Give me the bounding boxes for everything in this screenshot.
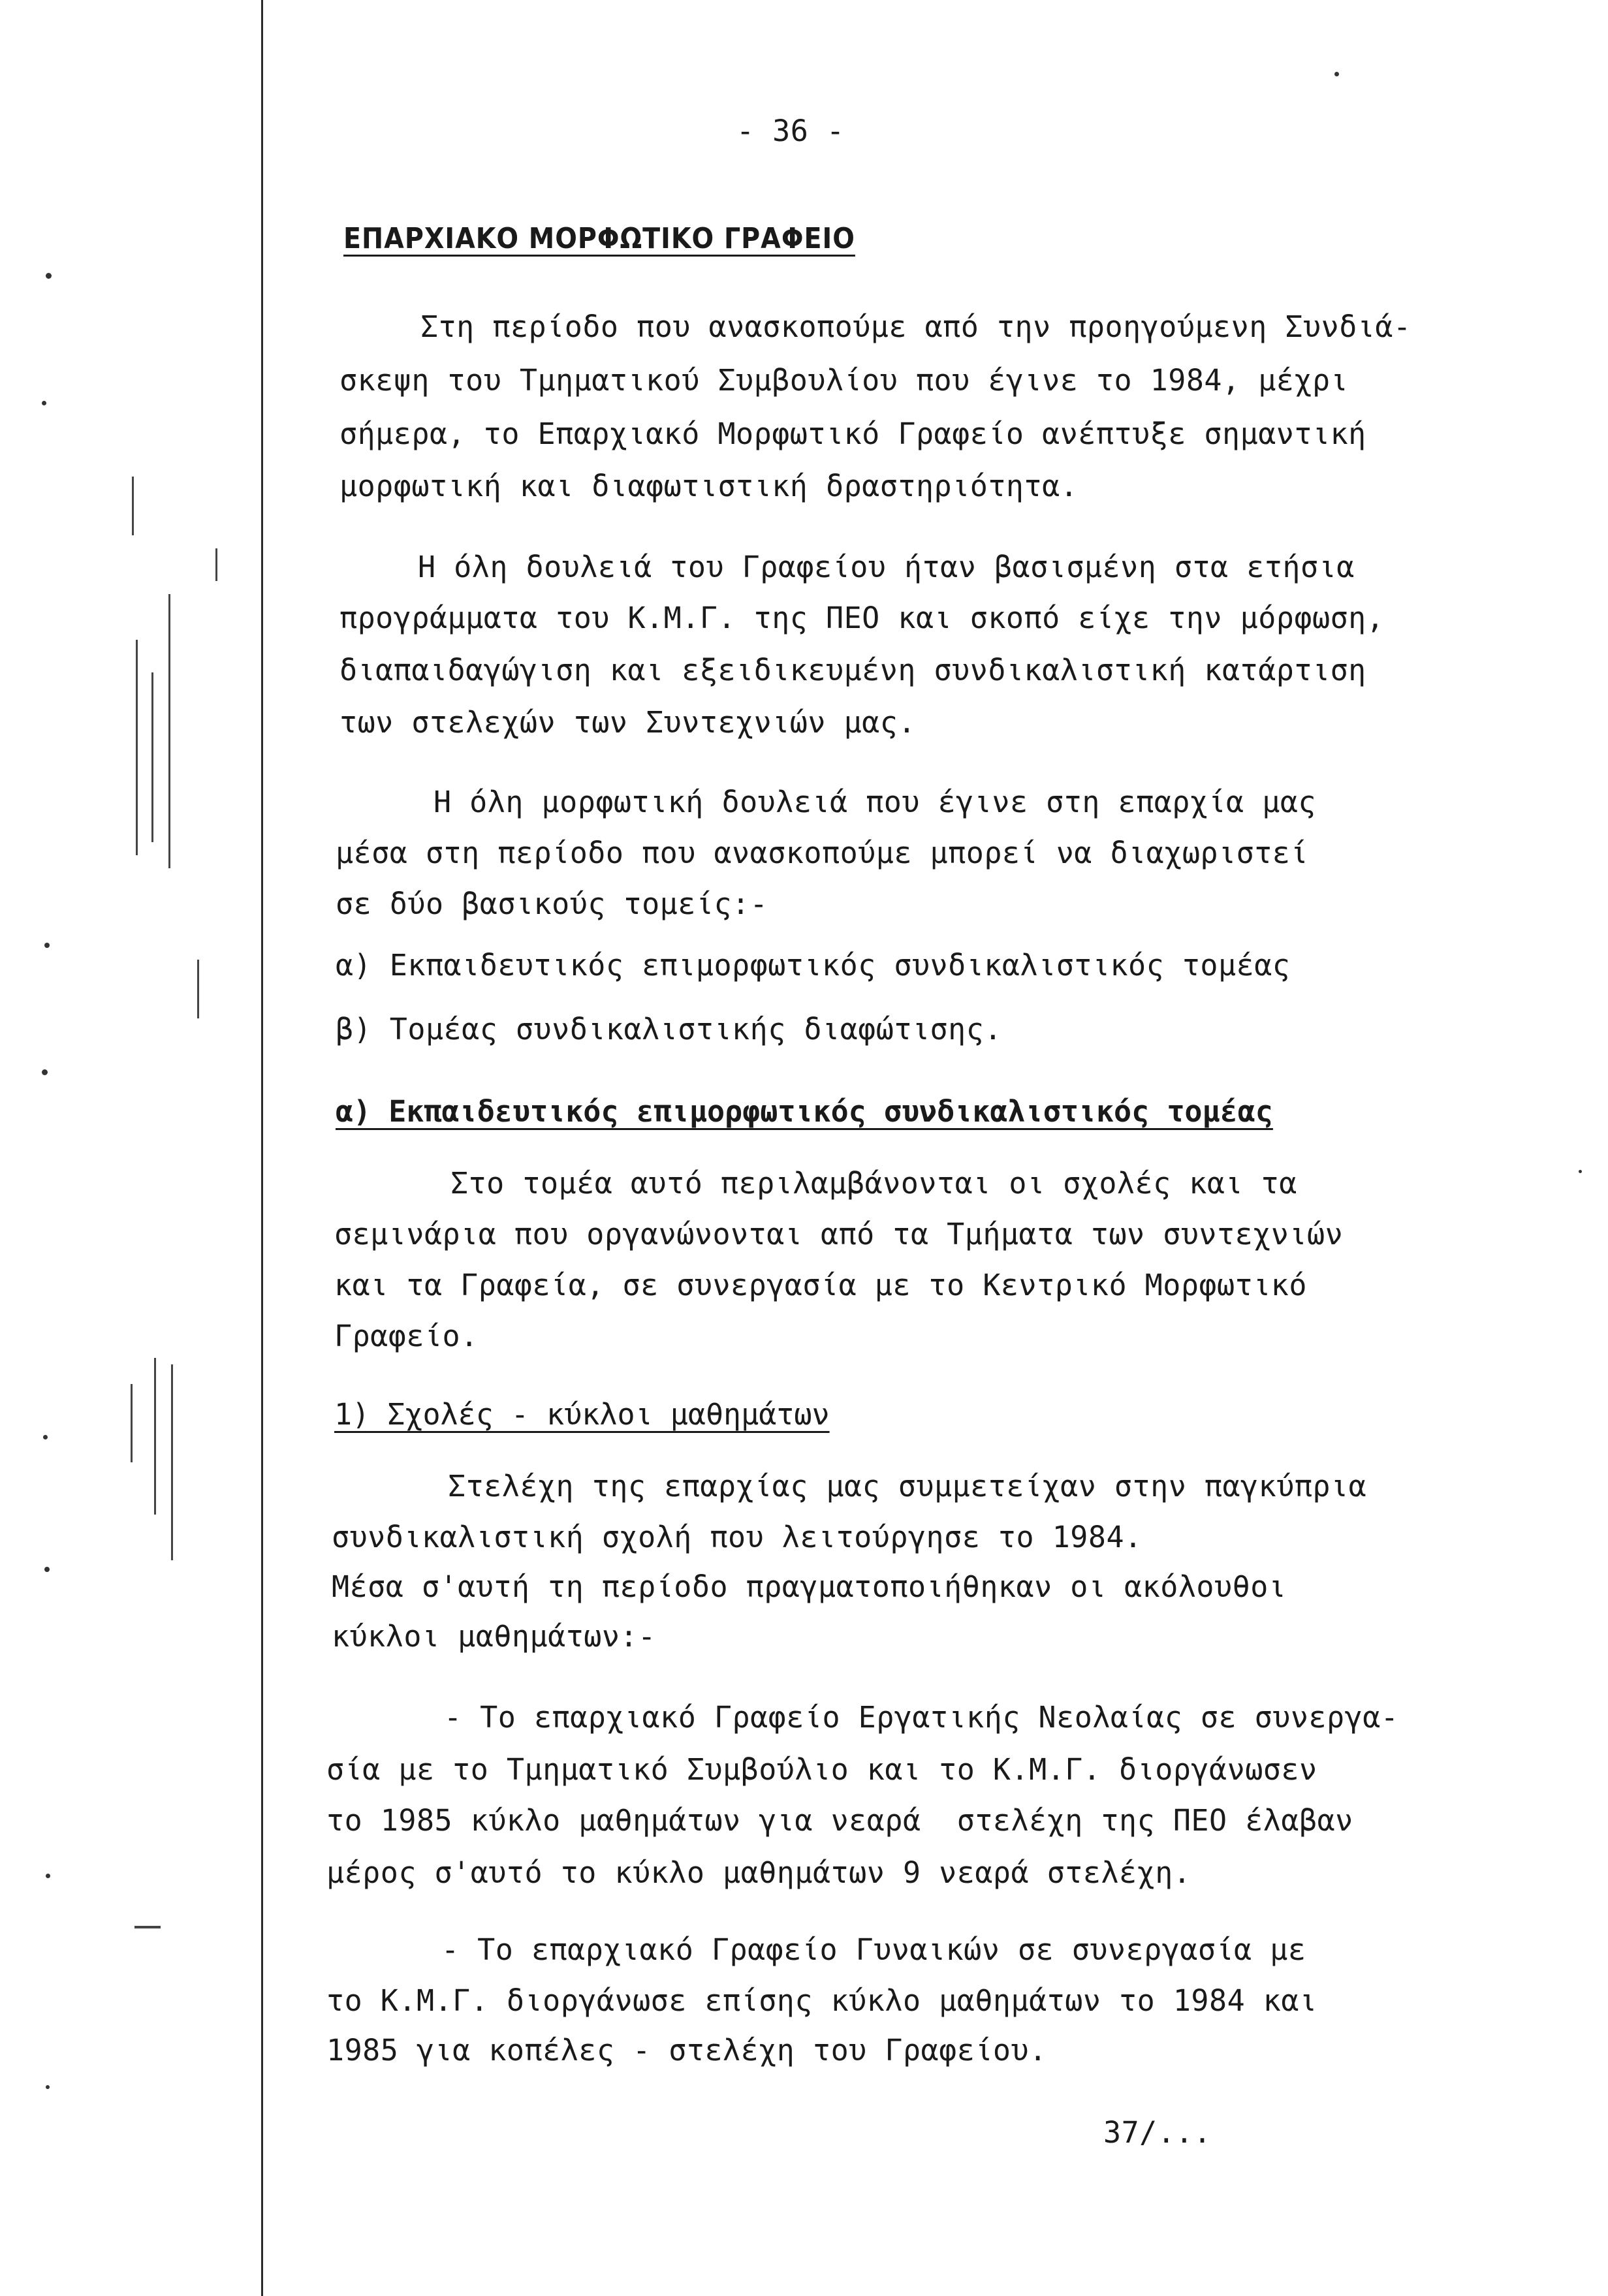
- paragraph-line: κύκλοι μαθημάτων:-: [332, 1619, 656, 1654]
- margin-tick: [154, 1358, 156, 1515]
- paragraph-line: Στο τομέα αυτό περιλαμβάνονται οι σχολές και τα: [450, 1166, 1297, 1201]
- margin-tick: [134, 1926, 161, 1928]
- page-number: - 36 -: [736, 114, 845, 148]
- margin-tick: [151, 672, 153, 842]
- margin-tick: [136, 640, 138, 855]
- page-margin-rule: [261, 0, 263, 2296]
- paragraph-line: - Το επαρχιακό Γραφείο Γυναικών σε συνεργασία με: [441, 1932, 1306, 1967]
- continuation-marker: 37/...: [1103, 2115, 1212, 2150]
- margin-tick: [171, 1364, 173, 1560]
- paragraph-line: και τα Γραφεία, σε συνεργασία με το Κεντρικό Μορφωτικό: [334, 1268, 1307, 1302]
- paragraph-line: - Το επαρχιακό Γραφείο Εργατικής Νεολαίας σε συνεργα-: [444, 1700, 1399, 1735]
- list-item: β) Τομέας συνδικαλιστικής διαφώτισης.: [336, 1012, 1002, 1046]
- paragraph-line: σκεψη του Τμηματικού Συμβουλίου που έγινε το 1984, μέχρι: [339, 363, 1349, 398]
- scan-speck: [44, 1567, 50, 1572]
- paragraph-line: σήμερα, το Επαρχιακό Μορφωτικό Γραφείο ανέπτυξε σημαντική: [339, 417, 1366, 451]
- paragraph-line: Η όλη μορφωτική δουλειά που έγινε στη επαρχία μας: [434, 785, 1317, 819]
- paragraph-line: Μέσα σ'αυτή τη περίοδο πραγματοποιήθηκαν οι ακόλουθοι: [332, 1569, 1287, 1604]
- scan-speck: [44, 943, 50, 948]
- scan-speck: [42, 1069, 48, 1075]
- margin-tick: [215, 548, 217, 581]
- margin-tick: [131, 1384, 133, 1462]
- paragraph-line: Γραφείο.: [334, 1319, 479, 1353]
- paragraph-line: μορφωτική και διαφωτιστική δραστηριότητα.: [339, 469, 1079, 503]
- paragraph-line: 1985 για κοπέλες - στελέχη του Γραφείου.: [326, 2033, 1047, 2068]
- paragraph-line: των στελεχών των Συντεχνιών μας.: [339, 705, 916, 740]
- page-title: ΕΠΑΡΧΙΑΚΟ ΜΟΡΦΩΤΙΚΟ ΓΡΑΦΕΙΟ: [343, 222, 855, 255]
- list-item: α) Εκπαιδευτικός επιμορφωτικός συνδικαλιστικός τομέας: [336, 948, 1291, 983]
- section-heading: α) Εκπαιδευτικός επιμορφωτικός συνδικαλιστικός τομέας: [336, 1094, 1273, 1129]
- paragraph-line: μέρος σ'αυτό το κύκλο μαθημάτων 9 νεαρά στελέχη.: [326, 1855, 1191, 1890]
- paragraph-line: Στη περίοδο που ανασκοπούμε από την προηγούμενη Συνδιά-: [420, 309, 1411, 344]
- margin-tick: [132, 477, 134, 535]
- scan-speck: [1579, 1170, 1582, 1173]
- paragraph-line: διαπαιδαγώγιση και εξειδικευμένη συνδικαλιστική κατάρτιση: [339, 653, 1366, 687]
- paragraph-line: σία με το Τμηματικό Συμβούλιο και το Κ.Μ.Γ. διοργάνωσεν: [326, 1752, 1317, 1787]
- paragraph-line: μέσα στη περίοδο που ανασκοπούμε μπορεί να διαχωριστεί: [336, 836, 1308, 870]
- paragraph-line: το Κ.Μ.Γ. διοργάνωσε επίσης κύκλο μαθημάτων το 1984 και: [326, 1983, 1317, 2018]
- scan-speck: [1334, 72, 1339, 76]
- scan-speck: [42, 401, 46, 405]
- subsection-heading: 1) Σχολές - κύκλοι μαθημάτων: [334, 1397, 830, 1432]
- paragraph-line: σεμινάρια που οργανώνονται από τα Τμήματα των συντεχνιών: [334, 1217, 1344, 1251]
- margin-tick: [197, 960, 199, 1018]
- paragraph-line: Στελέχη της επαρχίας μας συμμετείχαν στην παγκύπρια: [448, 1469, 1367, 1503]
- paragraph-line: σε δύο βασικούς τομείς:-: [336, 887, 768, 921]
- scan-speck: [43, 1435, 48, 1439]
- paragraph-line: συνδικαλιστική σχολή που λειτούργησε το 1984.: [332, 1520, 1143, 1554]
- scan-speck: [46, 1874, 50, 1878]
- paragraph-line: προγράμματα του Κ.Μ.Γ. της ΠΕΟ και σκοπό είχε την μόρφωση,: [339, 601, 1385, 635]
- paragraph-line: το 1985 κύκλο μαθημάτων για νεαρά στελέχη της ΠΕΟ έλαβαν: [326, 1803, 1353, 1838]
- scan-speck: [46, 273, 52, 279]
- scan-speck: [46, 2085, 50, 2089]
- paragraph-line: Η όλη δουλειά του Γραφείου ήταν βασισμένη στα ετήσια: [418, 550, 1355, 584]
- margin-tick: [168, 594, 170, 868]
